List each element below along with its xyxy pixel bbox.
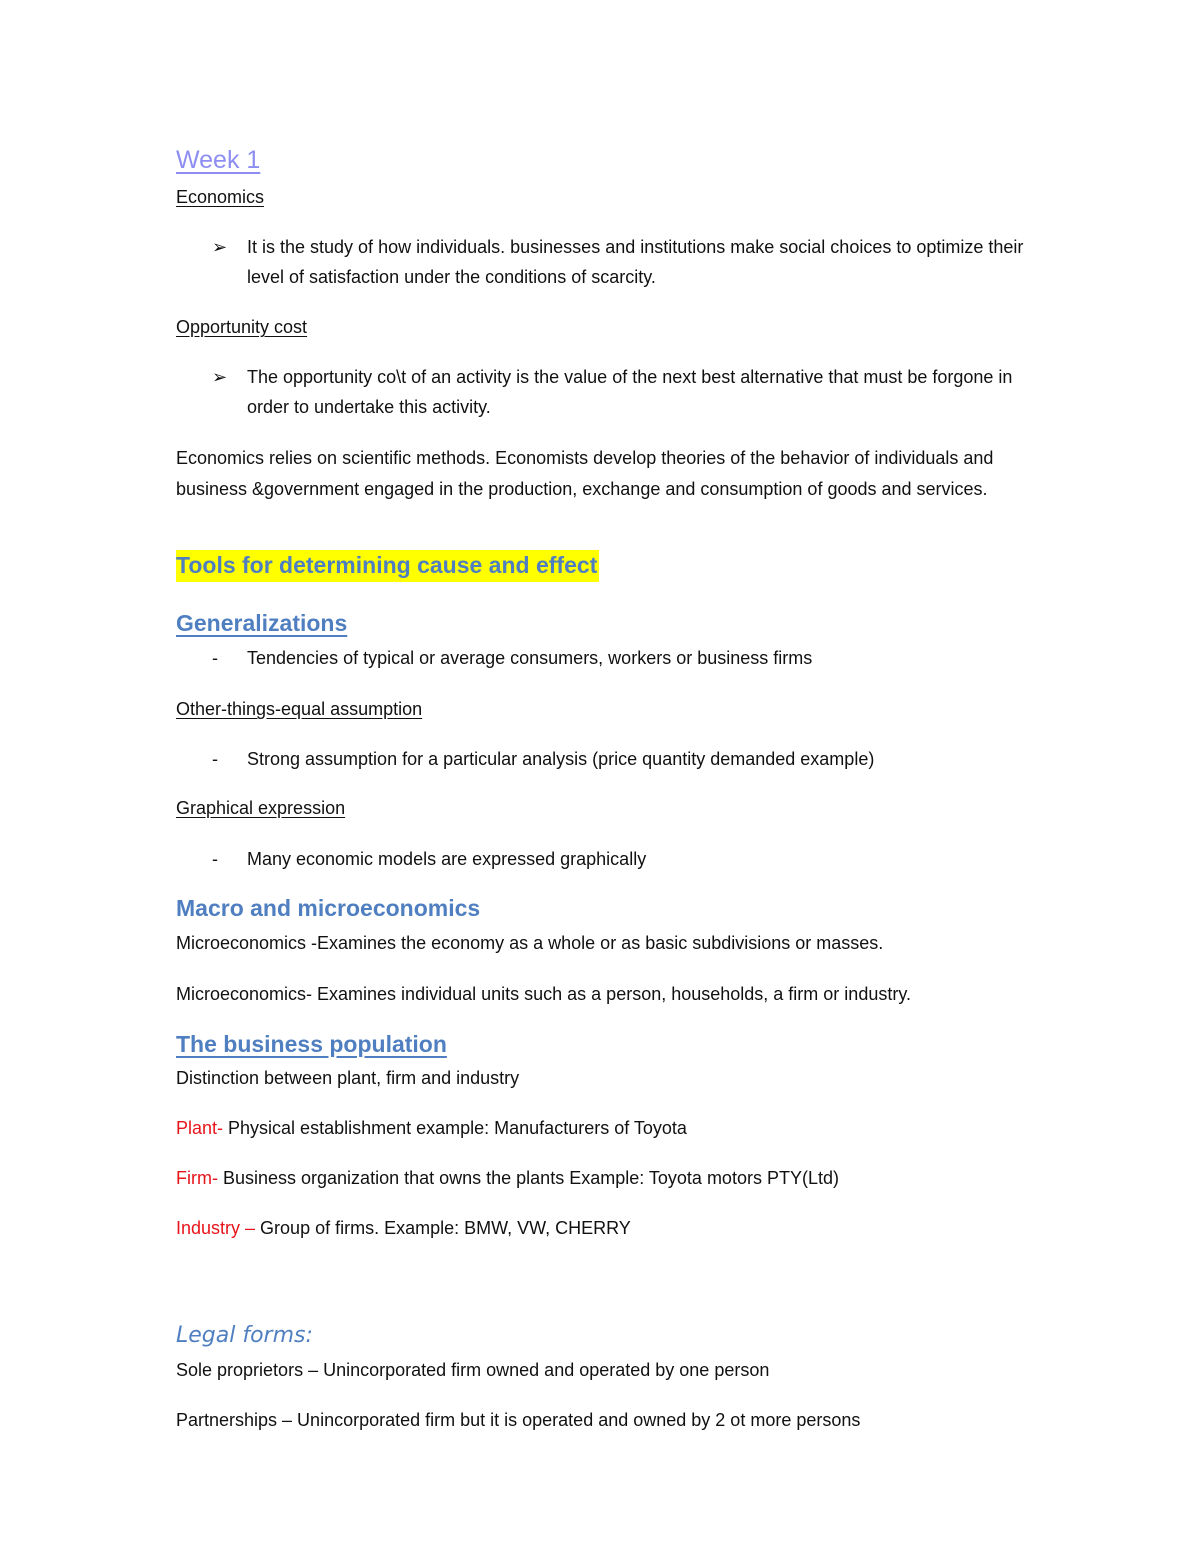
scientific-methods-paragraph: Economics relies on scientific methods. Economists develop theories of the behavior of individuals and business &government engaged in the production, exchange and consumption of goods and services. xyxy=(176,448,994,499)
dash-bullet-icon: - xyxy=(212,849,218,869)
opportunity-cost-label: Opportunity cost xyxy=(176,317,308,337)
week-heading: Week 1 xyxy=(176,146,261,174)
other-things-label: Other-things-equal assumption xyxy=(176,699,423,719)
firm-definition: Business organization that owns the plants Example: Toyota motors PTY(Ltd) xyxy=(217,1168,839,1188)
dash-bullet-icon: - xyxy=(212,749,218,769)
arrow-bullet-icon: ➢ xyxy=(212,237,228,257)
sole-proprietors-line: Sole proprietors – Unincorporated firm owned and operated by one person xyxy=(176,1360,770,1380)
tools-heading-wrap xyxy=(176,552,599,579)
partnerships-line: Partnerships – Unincorporated firm but it is operated and owned by 2 ot more persons xyxy=(176,1410,861,1430)
tools-heading: Tools for determining cause and effect xyxy=(176,550,599,582)
firm-line xyxy=(176,1163,839,1193)
economics-label: Economics xyxy=(176,187,265,207)
macro-micro-heading: Macro and microeconomics xyxy=(176,895,481,921)
graphical-label: Graphical expression xyxy=(176,798,346,818)
industry-definition: Group of firms. Example: BMW, VW, CHERRY xyxy=(255,1218,631,1238)
dash-bullet-icon: - xyxy=(212,648,218,668)
generalizations-heading: Generalizations xyxy=(176,610,348,636)
firm-term: Firm- xyxy=(176,1168,218,1188)
generalizations-text: Tendencies of typical or average consumers, workers or business firms xyxy=(247,648,813,668)
plant-line xyxy=(176,1113,687,1143)
graphical-text: Many economic models are expressed graphically xyxy=(247,849,647,869)
macro-line: Microeconomics -Examines the economy as a whole or as basic subdivisions or masses. xyxy=(176,933,884,953)
arrow-bullet-icon: ➢ xyxy=(212,367,228,387)
industry-line xyxy=(176,1213,631,1243)
other-things-text: Strong assumption for a particular analysis (price quantity demanded example) xyxy=(247,749,875,769)
plant-definition: Physical establishment example: Manufacturers of Toyota xyxy=(223,1118,687,1138)
business-population-heading: The business population xyxy=(176,1031,447,1057)
micro-line: Microeconomics- Examines individual units such as a person, households, a firm or industry. xyxy=(176,984,911,1004)
economics-definition: It is the study of how individuals. businesses and institutions make social choices to optimize their level of satisfaction under the conditions of scarcity. xyxy=(247,237,1024,287)
opportunity-cost-definition: The opportunity co\t of an activity is the value of the next best alternative that must be forgone in order to undertake this activity. xyxy=(247,367,1013,417)
distinction-line: Distinction between plant, firm and industry xyxy=(176,1068,520,1088)
industry-term: Industry – xyxy=(176,1218,256,1238)
plant-term: Plant- xyxy=(176,1118,224,1138)
legal-forms-heading: Legal forms: xyxy=(176,1323,313,1348)
